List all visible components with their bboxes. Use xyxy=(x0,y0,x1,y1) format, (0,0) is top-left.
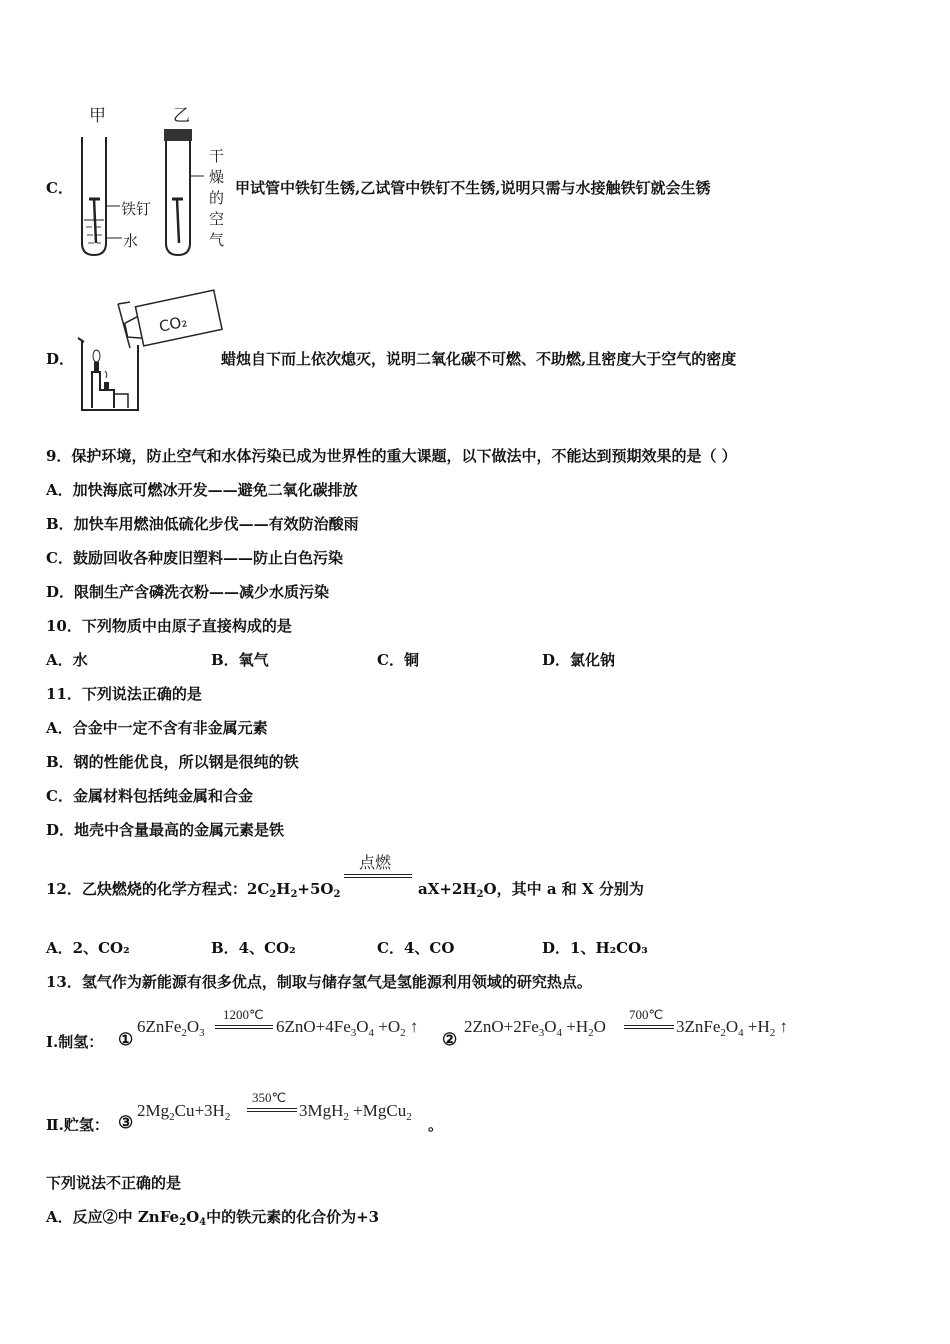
q9-option-d: D．限制生产含磷洗衣粉——减少水质污染 xyxy=(46,583,330,601)
part2-label: Ⅱ.贮氢： xyxy=(46,1116,109,1134)
q12-products: $aX+2H_2O$ xyxy=(418,880,497,900)
q13-option-a-suffix: 中的铁元素的化合价为+3 xyxy=(206,1208,380,1226)
q13-sub-stem: 下列说法不正确的是 xyxy=(46,1174,182,1192)
reaction3-condition: 350℃ xyxy=(252,1090,287,1105)
water-label: 水 xyxy=(123,232,139,250)
q12-stem-suffix: ，其中 a 和 X 分别为 xyxy=(496,880,644,898)
reaction1-equals xyxy=(215,1025,273,1029)
q10-option-b: B．氧气 xyxy=(211,651,269,669)
q10-option-d: D．氯化钠 xyxy=(542,651,616,669)
reaction1-reactants: $6ZnFe_2O_3$ xyxy=(137,1017,205,1039)
q9-option-c: C．鼓励回收各种废旧塑料——防止白色污染 xyxy=(46,549,343,567)
q11-option-d: D．地壳中含量最高的金属元素是铁 xyxy=(46,821,285,839)
option-d-label: D． xyxy=(46,350,75,368)
part1-label: Ⅰ.制氢： xyxy=(46,1033,104,1051)
q12-stem-prefix: 12．乙炔燃烧的化学方程式： xyxy=(46,880,247,898)
q13-option-a: A．反应②中 $ZnFe_2O_4$中的铁元素的化合价为+3 xyxy=(46,1208,380,1228)
q9-stem: 9．保护环境，防止空气和水体污染已成为世界性的重大课题，以下做法中，不能达到预期效果的是（ ） xyxy=(46,447,737,465)
q11-stem: 11．下列说法正确的是 xyxy=(46,685,202,703)
reaction2-condition: 700℃ xyxy=(629,1007,664,1022)
reaction2-reactants: $2ZnO+2Fe_3O_4 +H_2O$ xyxy=(464,1017,606,1039)
q11-option-b: B．钢的性能优良，所以钢是很纯的铁 xyxy=(46,753,299,771)
circle-3: ③ xyxy=(118,1113,134,1133)
reaction1-condition: 1200℃ xyxy=(223,1007,264,1022)
q10-option-c: C．铜 xyxy=(377,651,419,669)
q10-option-a: A．水 xyxy=(46,651,88,669)
option-c-label: C． xyxy=(46,179,73,197)
reaction3-reactants: $2Mg_2Cu+3H_2$ xyxy=(137,1101,231,1123)
reaction2-equals xyxy=(624,1025,674,1029)
q11-option-a: A．合金中一定不含有非金属元素 xyxy=(46,719,268,737)
reaction3-period: 。 xyxy=(428,1116,444,1134)
reaction1-products: $6ZnO+4Fe_3O_4 +O_2$ ↑ xyxy=(276,1017,419,1039)
q9-option-a: A．加快海底可燃冰开发——避免二氧化碳排放 xyxy=(46,481,358,499)
q12-option-d: D．1、H₂CO₃ xyxy=(542,939,648,957)
q12-option-c: C．4、CO xyxy=(377,939,455,957)
q9-option-b: B．加快车用燃油低硫化步伐——有效防治酸雨 xyxy=(46,515,359,533)
q12-equation-right xyxy=(418,878,644,900)
candle-beaker-drawing xyxy=(70,290,230,420)
tube-jia-label: 甲 xyxy=(89,106,106,126)
nail-label: 铁钉 xyxy=(121,200,152,218)
q11-option-c: C．金属材料包括纯金属和合金 xyxy=(46,787,253,805)
q13-option-a-prefix: A．反应②中 ZnFe xyxy=(46,1208,180,1226)
q13-stem: 13．氢气作为新能源有很多优点，制取与储存氢气是氢能源利用领域的研究热点。 xyxy=(46,973,592,991)
reaction3-products: 3MgH$_2$ +MgCu$_2$ xyxy=(299,1101,412,1123)
q12-stem xyxy=(46,878,340,900)
option-c-text: 甲试管中铁钉生锈,乙试管中铁钉不生锈,说明只需与水接触铁钉就会生锈 xyxy=(235,179,711,197)
circle-1: ① xyxy=(118,1030,134,1050)
q12-option-a: A．2、CO₂ xyxy=(46,939,130,957)
dry-air-label: 干 燥 的 空 气 xyxy=(209,147,225,249)
option-d-text: 蜡烛自下而上依次熄灭，说明二氧化碳不可燃、不助燃,且密度大于空气的密度 xyxy=(221,350,737,368)
co2-bottle-label: CO₂ xyxy=(157,312,189,336)
circle-2: ② xyxy=(442,1030,458,1050)
q10-stem: 10．下列物质中由原子直接构成的是 xyxy=(46,617,292,635)
reaction3-equals xyxy=(247,1108,297,1112)
q12-condition: 点燃 xyxy=(359,855,392,872)
tube-yi-label: 乙 xyxy=(173,106,190,126)
q12-equals-sign xyxy=(344,874,412,878)
q12-equation-left: $2C_2H_2+5O_2$ xyxy=(246,880,341,900)
q12-option-b: B．4、CO₂ xyxy=(211,939,296,957)
test-tubes-drawing xyxy=(70,115,300,285)
reaction2-products: $3ZnFe_2O_4 +H_2$ ↑ xyxy=(676,1017,789,1039)
